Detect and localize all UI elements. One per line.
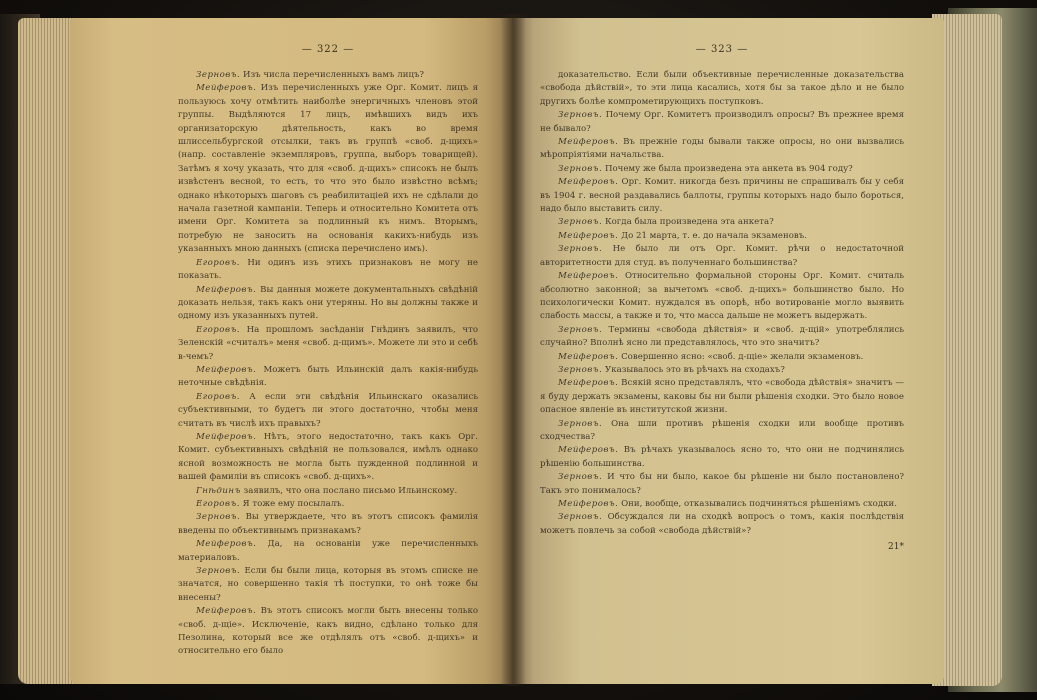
- paragraph: [540, 364, 904, 377]
- paragraph-text: Если бы были лица, которыя въ этомъ списке не значатся, но совершенно такія тѣ поступки, то онѣ тоже бы внесены?: [178, 566, 478, 603]
- speaker-name: Мейферовъ.: [558, 378, 619, 389]
- speaker-name: Мейферовъ.: [558, 499, 619, 509]
- speaker-name: Мейферовъ.: [196, 364, 257, 375]
- paragraph: [178, 431, 478, 485]
- paragraph-text: Она шли противъ рѣшенія сходки или вообще противъ сходчества?: [540, 418, 904, 442]
- paragraph-text: Вы утверждаете, что въ этотъ списокъ фамилія введены по объективнымъ признакамъ?: [178, 512, 478, 536]
- speaker-name: Зерновъ.: [558, 244, 603, 255]
- paragraph: [540, 136, 904, 163]
- signature-mark: 21*: [888, 542, 904, 553]
- paragraph: [540, 230, 904, 243]
- speaker-name: Мейферовъ.: [196, 83, 257, 94]
- paragraph-text: Относительно формальной стороны Орг. Комит. считаль абсолютно законной; за вычетомъ «своб. д-щихъ» большинство было. Но психологически Комит. нуждался въ опорѣ, нбо вотированіе могло выявить слабость массы, а также и то, что масса дальше не можетъ выдержать.: [540, 271, 905, 322]
- page-number-header: — 322 —: [301, 44, 355, 55]
- paragraph-text: Почему же была произведена эта анкета въ 904 году?: [604, 163, 853, 174]
- paragraph-text: Изъ числа перечисленныхъ вамъ лицъ?: [242, 70, 425, 80]
- paragraph: [540, 270, 904, 324]
- paragraph-text: На прошломъ засѣданіи Гнѣдинъ заявилъ, что Зеленскій «считалъ» меня «своб. д-щимъ». Можете ли это и себѣ в-чемъ?: [178, 324, 479, 362]
- paragraph-text: Нѣтъ, этого недостаточно, такъ какъ Орг. Комит. субъективныхъ свѣдѣній не пользовался, имѣлъ однако ясной возможность не могла быть пужденной подлинной и вашей фамиліи въ списокъ «своб. д-щихъ».: [178, 431, 478, 483]
- paragraph: [540, 444, 904, 471]
- speaker-name: Зерновъ.: [558, 364, 603, 375]
- speaker-name: Мейферовъ.: [558, 445, 619, 456]
- paragraph-text: Въ прежніе годы бывали также опросы, но они вызвались мѣропріятіями начальства.: [540, 137, 904, 161]
- paragraph: [178, 391, 478, 431]
- speaker-name: Мейферовъ.: [558, 271, 619, 282]
- paragraph: [540, 176, 904, 216]
- speaker-name: Мейферовъ.: [196, 539, 257, 550]
- paragraph: [540, 324, 904, 351]
- paragraph-text: И что бы ни было, какое бы рѣшеніе ни было постановлено? Такъ это понималось?: [540, 472, 905, 496]
- paragraph: [540, 69, 904, 109]
- speaker-name: Зерновъ.: [558, 472, 603, 483]
- paragraph-text: Совершенно ясно: «своб. д-щіе» желали экзаменовъ.: [621, 351, 864, 362]
- paragraph-text: Указывалось это въ рѣчахъ на сходахъ?: [604, 364, 785, 375]
- paragraph-text: заявилъ, что она послано письмо Ильинскому.: [243, 485, 458, 496]
- paragraph: [178, 485, 478, 498]
- paragraph: [178, 69, 478, 82]
- paragraph-text: А если эти свѣдѣнія Ильинскаго оказались субъективными, то будетъ ли этого достаточно, чтобы меня считать въ числѣ ихъ правыхъ?: [178, 391, 479, 429]
- paragraph-text: Всякій ясно представлялъ, что «свобода дѣйствія» значитъ — я буду держать экзамены, каковы бы ни были рѣшенія сходки. Это было новое опасное явленіе въ институтской жизни.: [540, 378, 904, 416]
- speaker-name: Мейферовъ.: [196, 431, 257, 442]
- page-body: [178, 69, 478, 659]
- page-body: [540, 69, 904, 538]
- paragraph-text: Ни одинъ изъ этихъ признаковъ не могу не показать.: [178, 257, 478, 282]
- speaker-name: Зерновъ.: [558, 324, 603, 335]
- paragraph-text: Термины «свобода дѣйствія» и «своб. д-щій» употреблялись случайно? Вполнѣ ясно ли представлялось, что это значитъ?: [540, 324, 904, 349]
- paragraph: [540, 511, 904, 538]
- speaker-name: Егоровъ.: [196, 257, 240, 268]
- paragraph: [178, 324, 478, 364]
- paragraph-text: доказательство. Если были объективные перечисленные доказательства «свобода дѣйствій», то эти лица касались, хотя бы за такое дѣло и не было другихъ болѣе компрометирующихъ поступковъ.: [540, 70, 904, 107]
- paragraph: [540, 418, 904, 445]
- paragraph: [540, 498, 904, 511]
- speaker-name: Егоровъ.: [196, 499, 240, 509]
- paragraph-text: Да, на основаніи уже перечисленныхъ материаловъ.: [178, 539, 479, 563]
- paragraph-text: Обсуждался ли на сходкѣ вопросъ о томъ, какія послѣдствія можетъ повлечь за собой «свобода дѣйствій»?: [540, 512, 904, 536]
- paragraph-text: Вы данныя можете документальныхъ свѣдѣній доказать нельзя, такъ какъ они утеряны. Но вы должны также и одному изъ указанныхъ путей.: [178, 284, 479, 322]
- paragraph-text: Изъ перечисленныхъ уже Орг. Комит. лицъ я пользуюсь хочу отмѣтить наиболѣе энергичныхъ членовъ этой группы. Выдѣляются 17 лицъ, имѣвшихъ видъ ихъ организаторскую дѣятельность, какъ во время шлиссельбургской отсылки, такъ въ группѣ «своб. д-щихъ» (напр. составленіе экземпляровъ, группа, выборъ товарищей). Затѣмъ я хочу указать, что для «своб. д-щихъ» списокъ не былъ извѣстенъ весной, то есть, то что это было извѣстно всѣмъ; однако нѣкоторыхъ шаговъ съ реабилитаціей ихъ не сдѣлали до начала газетной кампаніи. Теперь и относительно Комитета отъ имени Орг. Комитета за подлинный къ нимъ. Вторымъ, потребую не заносить на основанія какихъ-нибудь изъ указанныхъ мною данныхъ (списка перечислено имъ).: [178, 83, 478, 255]
- speaker-name: Мейферовъ.: [558, 351, 619, 362]
- speaker-name: Мейферовъ.: [558, 177, 619, 188]
- paragraph: [178, 284, 478, 324]
- paragraph-text: Въ рѣчахъ указывалось ясно то, что они не подчинялись рѣшенію большинства.: [540, 445, 904, 469]
- paragraph-text: Орг. Комит. никогда безъ причины не спрашивалъ бы у себя въ 1904 г. весной раздавались баллоты, группы которыхъ надо было бороться, надо было выставить силу.: [540, 177, 904, 215]
- paragraph: [178, 364, 478, 391]
- paragraph: [540, 216, 904, 229]
- paragraph: [540, 377, 904, 417]
- paragraph: [178, 82, 478, 256]
- speaker-name: Мейферовъ.: [196, 606, 257, 617]
- paragraph-text: Можетъ быть Ильинскій далъ какія-нибудь неточные свѣдѣнія.: [178, 364, 478, 389]
- paragraph: [540, 243, 904, 270]
- paragraph-text: Почему Орг. Комитетъ производилъ опросы? Въ прежнее время не бывало?: [540, 110, 904, 134]
- speaker-name: Зерновъ.: [196, 512, 241, 523]
- paragraph: [540, 471, 904, 498]
- speaker-name: Зерновъ.: [558, 512, 603, 523]
- left-page: [70, 18, 512, 684]
- paragraph: [178, 498, 478, 511]
- paragraph: [178, 565, 478, 605]
- speaker-name: Егоровъ.: [196, 324, 240, 335]
- speaker-name: Зерновъ.: [196, 566, 241, 577]
- paragraph-text: Они, вообще, отказывались подчиняться рѣшеніямъ сходки.: [621, 499, 897, 509]
- speaker-name: Мейферовъ.: [558, 137, 619, 148]
- speaker-name: Егоровъ.: [196, 391, 240, 402]
- speaker-name: Мейферовъ.: [558, 230, 619, 241]
- speaker-name: Зерновъ.: [558, 163, 603, 174]
- speaker-name: Зерновъ.: [558, 110, 603, 121]
- paragraph-text: Я тоже ему посылалъ.: [242, 499, 345, 509]
- paragraph-text: До 21 марта, т. е. до начала экзаменовъ.: [621, 230, 807, 241]
- paragraph: [178, 605, 478, 659]
- paragraph: [540, 351, 904, 364]
- paragraph: [540, 109, 904, 136]
- speaker-name: Зерновъ.: [558, 418, 603, 429]
- speaker-name: Зерновъ.: [558, 217, 603, 228]
- page-number-header: — 323 —: [695, 44, 749, 55]
- paragraph: [178, 538, 478, 565]
- speaker-name: Мейферовъ.: [196, 284, 257, 295]
- speaker-name: Зерновъ.: [196, 70, 241, 80]
- paragraph-text: Не было ли отъ Орг. Комит. рѣчи о недостаточной авторитетности для студ. въ полученнаго большинства?: [540, 244, 904, 268]
- paragraph-text: Когда была произведена эта анкета?: [604, 217, 774, 228]
- paragraph: [540, 163, 904, 176]
- paragraph: [178, 257, 478, 284]
- paragraph-text: Въ этотъ списокъ могли быть внесены только «своб. д-щіе». Исключеніе, какъ видно, сдѣлано только для Пезолина, который все же отдѣлялъ отъ «своб. д-щихъ» и относительно его было: [178, 606, 478, 657]
- right-page: [512, 18, 944, 684]
- speaker-name: Гнѣдинъ: [196, 485, 241, 496]
- paragraph: [178, 511, 478, 538]
